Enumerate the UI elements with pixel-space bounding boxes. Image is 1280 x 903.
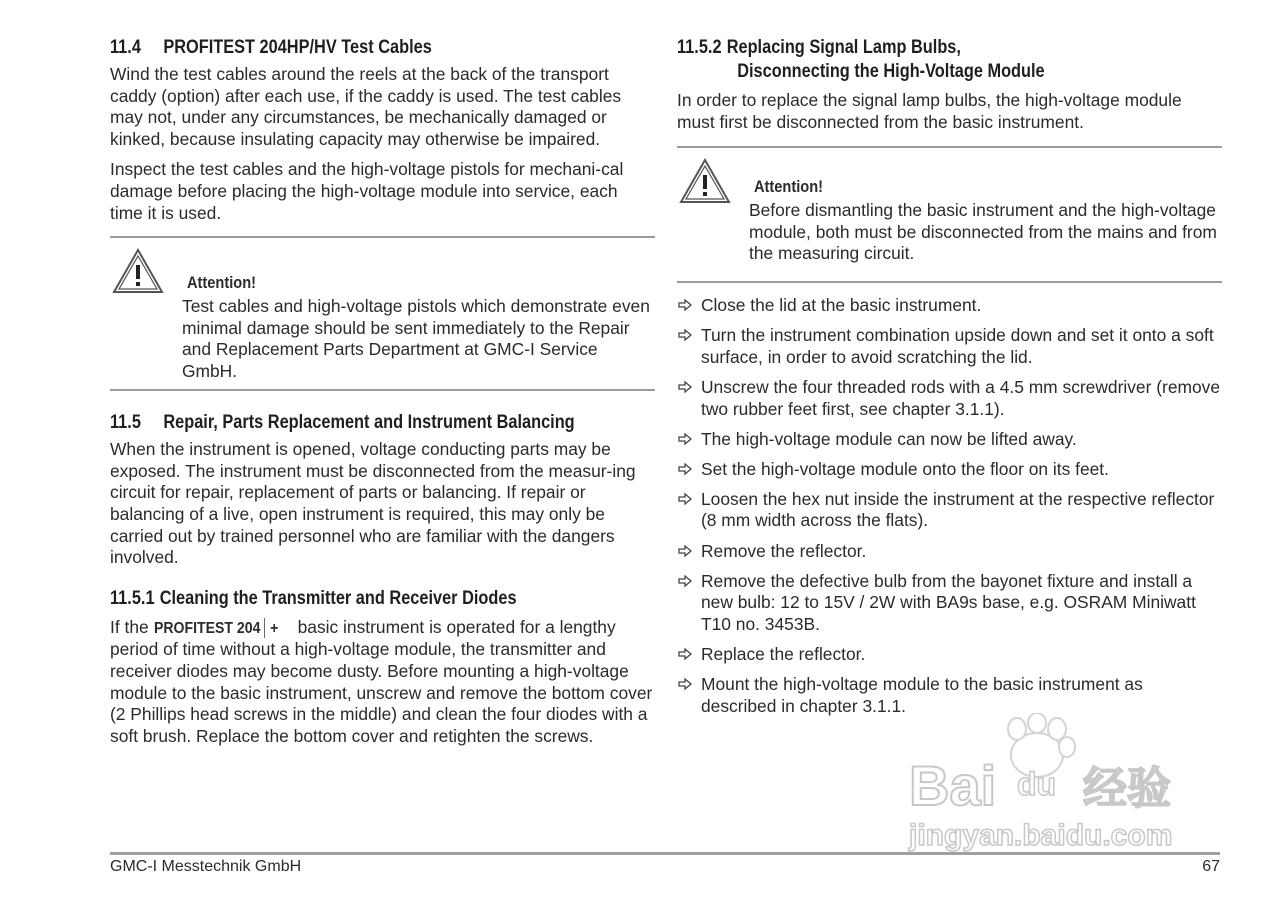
attention-text: Before dismantling the basic instrument and the high-voltage module, both must be disconnected from the mains and from the measuring circuit.	[749, 200, 1217, 264]
section-number: 11.4	[110, 37, 141, 58]
svg-text:du: du	[1017, 766, 1057, 802]
arrow-right-icon	[677, 491, 693, 507]
section-heading	[110, 411, 579, 435]
attention-title: Attention!	[187, 273, 257, 293]
section-heading	[110, 587, 579, 611]
svg-text:jingyan.baidu.com: jingyan.baidu.com	[909, 819, 1173, 852]
section-11-5-1	[110, 587, 655, 748]
list-item: Turn the instrument combination upside down and set it onto a soft surface, in order to avoid scratching the lid.	[677, 325, 1222, 368]
section-title: Cleaning the Transmitter and Receiver Diodes	[159, 587, 517, 609]
section-title-line1: Replacing Signal Lamp Bulbs,	[726, 37, 961, 58]
left-column	[110, 36, 655, 756]
attention-box	[110, 236, 655, 391]
attention-box	[677, 146, 1222, 283]
list-item: Remove the reflector.	[677, 541, 1222, 563]
attention-text: Test cables and high-voltage pistols which demonstrate even minimal damage should be sent immediately to the Repair and Replacement Parts Department at GMC-I Service GmbH.	[182, 296, 650, 381]
arrow-right-icon	[677, 676, 693, 692]
page-number: 67	[1202, 858, 1220, 875]
section-11-4	[110, 36, 655, 391]
section-number: 11.5.1	[110, 587, 155, 609]
right-column	[677, 36, 1222, 726]
list-item: Mount the high-voltage module to the basic instrument as described in chapter 3.1.1.	[677, 674, 1222, 717]
paragraph: In order to replace the signal lamp bulbs, the high-voltage module must first be disconnected from the basic instrument.	[677, 90, 1182, 132]
section-number: 11.5.2	[677, 37, 722, 58]
arrow-right-icon	[677, 573, 693, 589]
arrow-right-icon	[677, 297, 693, 313]
arrow-right-icon	[677, 379, 693, 395]
svg-text:Bai: Bai	[909, 754, 997, 817]
section-11-5	[110, 411, 655, 569]
list-item: Loosen the hex nut inside the instrument at the respective reflector (8 mm width across the flats).	[677, 489, 1222, 532]
arrow-right-icon	[677, 461, 693, 477]
paragraph: When the instrument is opened, voltage conducting parts may be exposed. The instrument must be disconnected from the measur-ing circuit for repair, replacement of parts or balancing. If repair or balancing of a live, open instrument is required, this may only be carried out by trained personnel who are familiar with the dangers involved.	[110, 439, 636, 568]
arrow-right-icon	[677, 646, 693, 662]
paragraph: Wind the test cables around the reels at the back of the transport caddy (option) after each use, if the caddy is used. The test cables may not, under any circumstances, be mechanically damaged or kinked, because insulating capacity may otherwise be impaired.	[110, 64, 622, 149]
arrow-right-icon	[677, 431, 693, 447]
arrow-right-icon	[677, 543, 693, 559]
list-item: Replace the reflector.	[677, 644, 1222, 666]
section-number: 11.5	[110, 412, 141, 434]
svg-text:经验: 经验	[1083, 763, 1171, 814]
list-item: The high-voltage module can now be lifted away.	[677, 429, 1222, 451]
section-heading	[677, 36, 1146, 84]
footer-divider	[110, 852, 1220, 855]
watermark-logo	[905, 713, 1205, 858]
list-item: Set the high-voltage module onto the floor on its feet.	[677, 459, 1222, 481]
arrow-right-icon	[677, 327, 693, 343]
section-title-line2: Disconnecting the High-Voltage Module	[737, 61, 1045, 82]
paragraph: If the PROFITEST 204 + basic instrument is operated for a lengthy period of time without a high-voltage module, the transmitter and receiver diodes may become dusty. Before mounting a high-voltage module to the basic instrument, unscrew and remove the bottom cover (2 Phillips head screws in the middle) and clean the four diodes with a soft brush. Replace the bottom cover and retighten the screws.	[110, 616, 653, 746]
attention-title: Attention!	[754, 177, 824, 197]
section-title: Repair, Parts Replacement and Instrument Balancing	[163, 412, 575, 434]
warning-triangle-icon	[679, 158, 731, 204]
list-item: Close the lid at the basic instrument.	[677, 295, 1222, 317]
list-item: Remove the defective bulb from the bayonet fixture and install a new bulb: 12 to 15V / 2W with BA9s base, e.g. OSRAM Miniwatt T10 no. 3453B.	[677, 571, 1222, 636]
paragraph: Inspect the test cables and the high-voltage pistols for mechani-cal damage before placing the high-voltage module into service, each time it is used.	[110, 159, 624, 223]
section-title: PROFITEST 204HP/HV Test Cables	[163, 37, 432, 58]
section-heading	[110, 36, 579, 60]
list-item: Unscrew the four threaded rods with a 4.5 mm screwdriver (remove two rubber feet first, see chapter 3.1.1).	[677, 377, 1222, 420]
section-11-5-2	[677, 36, 1222, 717]
warning-triangle-icon	[112, 248, 164, 294]
brand-name: PROFITEST 204 +	[153, 619, 278, 637]
step-list	[677, 295, 1222, 717]
footer-company: GMC-I Messtechnik GmbH	[110, 858, 302, 875]
